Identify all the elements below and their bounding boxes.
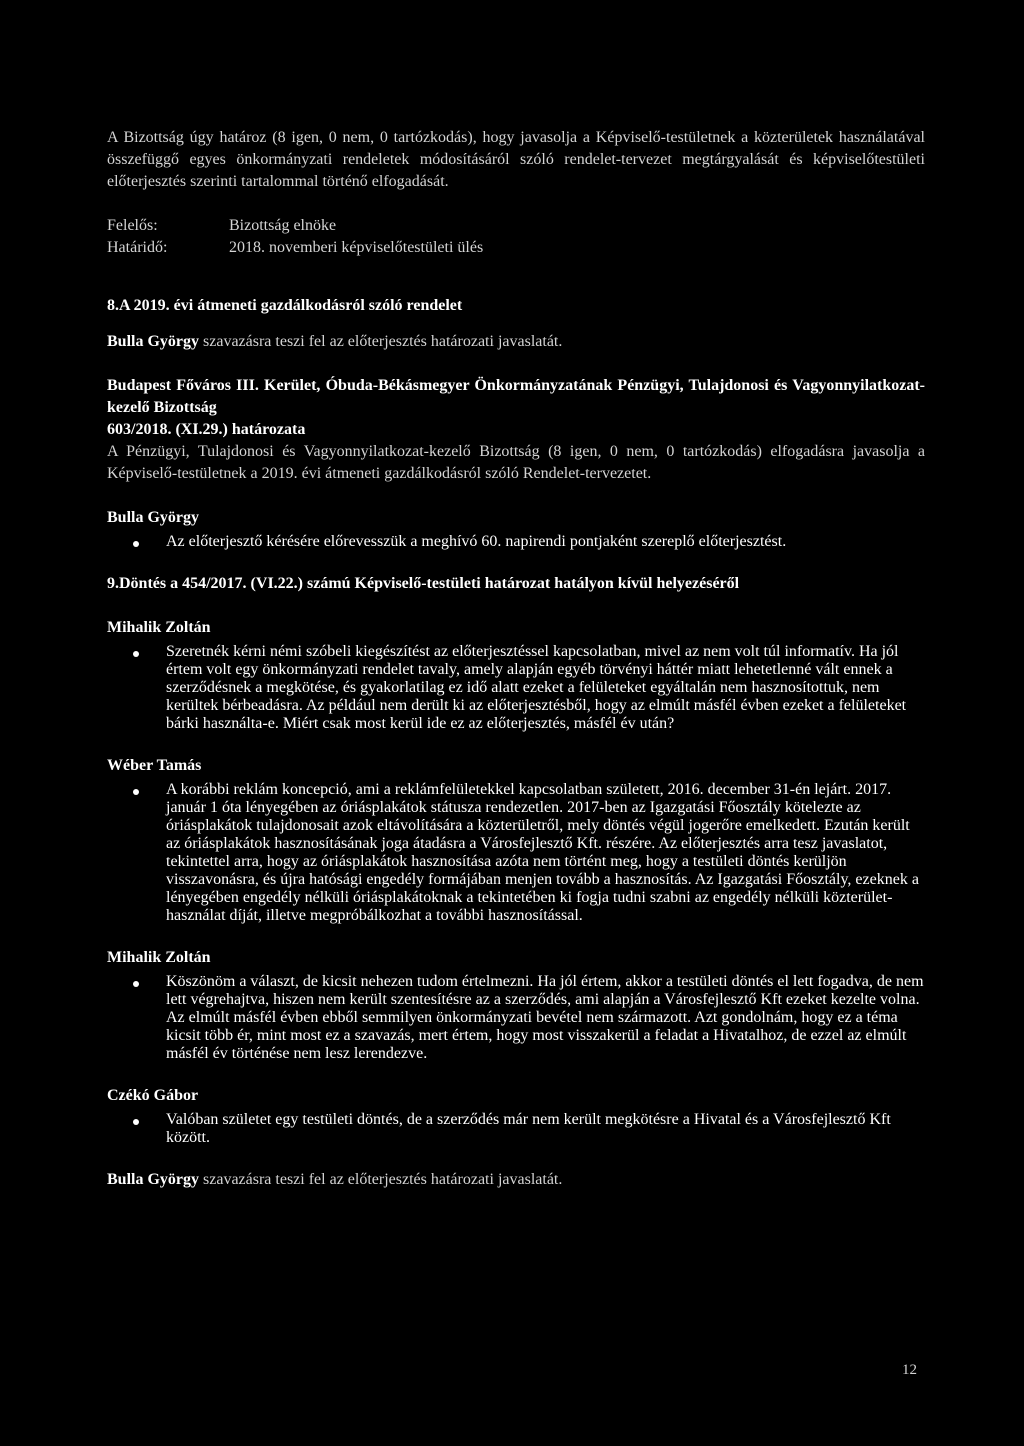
speaker-name: Wéber Tamás <box>107 757 202 774</box>
resolution-number: 603/2018. (XI.29.) határozata <box>107 421 306 438</box>
deadline-row <box>107 237 925 259</box>
committee-heading: Budapest Főváros III. Kerület, Óbuda-Békásmegyer Önkormányzatának Pénzügyi, Tulajdonosi és Vagyonnyilatkozat-kezelő Bizottság <box>107 377 925 416</box>
responsible-row <box>107 215 925 237</box>
speaker-statement: A korábbi reklám koncepció, ami a reklámfelületekkel kapcsolatban született, 2016. december 31-én lejárt. 2017. január 1 óta lényegében az óriásplakátok státusza rendezetlen. 2017-ben az Igazgatási Főosztály kötelezte az óriásplakátok tulajdonosait azok eltávolítására a közterületről, mely döntés végül jogerőre emelkedett. Ezután került az óriásplakátok hasznosításának joga átadásra a Városfejlesztő Kft. részére. Az előterjesztés arra tesz javaslatot, tekintettel arra, hogy az óriásplakátok hasznosítása azóta nem történt meg, hogy a testületi döntés kerüljön visszavonásra, és újra hatósági engedély formájában menjen tovább a hasznosítás. Az Igazgatási Főosztály, ezeknek a lényegében engedély nélküli óriásplakátoknak a tekintetében ki fogja tudni szabni az engedély nélküli közterület-használat díját, illetve megpróbálkozhat a további hasznosítással. <box>107 781 925 925</box>
speaker-statement-list <box>107 1111 925 1147</box>
vote-call-speaker: Bulla György <box>107 333 200 350</box>
final-vote-speaker: Bulla György <box>107 1171 200 1188</box>
speaker-name: Mihalik Zoltán <box>107 619 211 636</box>
speaker-name: Mihalik Zoltán <box>107 949 211 966</box>
resolution-text: A Pénzügyi, Tulajdonosi és Vagyonnyilatkozat-kezelő Bizottság (8 igen, 0 nem, 0 tartózkodás) elfogadásra javasolja a Képviselő-testületnek a 2019. évi átmeneti gazdálkodásról szóló Rendelet-tervezetet. <box>107 443 925 482</box>
speaker-name: Czékó Gábor <box>107 1087 199 1104</box>
speaker-statement-list <box>107 973 925 1063</box>
speaker-statement-list <box>107 781 925 925</box>
deadline-value: 2018. novemberi képviselőtestületi ülés <box>229 239 484 256</box>
responsible-label: Felelős: <box>107 217 158 234</box>
speaker-statement: Valóban születet egy testületi döntés, de a szerződés már nem került megkötésre a Hivatal és a Városfejlesztő Kft között. <box>107 1111 925 1147</box>
responsible-value: Bizottság elnöke <box>229 217 337 234</box>
speaker-name: Bulla György <box>107 509 200 526</box>
deadline-label: Határidő: <box>107 239 168 256</box>
page-content <box>107 127 925 1191</box>
final-vote-text: szavazásra teszi fel az előterjesztés határozati javaslatát. <box>199 1171 563 1188</box>
final-vote-paragraph <box>107 1169 925 1191</box>
agenda-item-9-heading: 9.Döntés a 454/2017. (VI.22.) számú Képviselő-testületi határozat hatályon kívül helyezéséről <box>107 575 740 592</box>
vote-call-paragraph <box>107 331 925 353</box>
page-number: 12 <box>902 1362 917 1378</box>
speaker-statement: Az előterjesztő kérésére előrevesszük a meghívó 60. napirendi pontjaként szereplő előterjesztést. <box>107 533 925 551</box>
committee-decision-paragraph: A Bizottság úgy határoz (8 igen, 0 nem, 0 tartózkodás), hogy javasolja a Képviselő-testületnek a közterületek használatával összefüggő egyes önkormányzati rendeletek módosításáról szóló rendelet-tervezet megtárgyalását és képviselőtestületi előterjesztés szerinti tartalommal történő elfogadását. <box>107 129 925 190</box>
speaker-statement: Köszönöm a választ, de kicsit nehezen tudom értelmezni. Ha jól értem, akkor a testületi döntés el lett fogadva, de nem lett végrehajtva, hiszen nem került szentesítésre az a szerződés, ami alapján a Városfejlesztő Kft ezeket kezelte volna. Az elmúlt másfél évben ebből semmilyen önkormányzati bevétel nem származott. Azt gondolnám, hogy ez a téma kicsit több ér, mint most ez a szavazás, mert értem, hogy most visszakerül a feladat a Hivatalhoz, de ezzel az elmúlt másfél év történése nem lesz lerendezve. <box>107 973 925 1063</box>
vote-call-text: szavazásra teszi fel az előterjesztés határozati javaslatát. <box>199 333 563 350</box>
speaker-statement-list <box>107 533 925 551</box>
speaker-statement: Szeretnék kérni némi szóbeli kiegészítést az előterjesztéssel kapcsolatban, mivel az nem volt túl informatív. Ha jól értem volt egy önkormányzati rendelet tavaly, amely alapján egyéb törvényi háttér miatt lehetetlenné vált ennek a szerződésnek a megkötése, és gyakorlatilag ez idő alatt ezeket a felületeket egyáltalán nem hasznosítottuk, nem kerültek bérbeadásra. Az például nem derült ki az előterjesztésből, hogy az elmúlt másfél évben ezeket a felületeket bárki használta-e. Miért csak most kerül ide ez az előterjesztés, másfél év után? <box>107 643 925 733</box>
agenda-item-8-heading: 8.A 2019. évi átmeneti gazdálkodásról szóló rendelet <box>107 297 463 314</box>
speaker-statement-list <box>107 643 925 733</box>
